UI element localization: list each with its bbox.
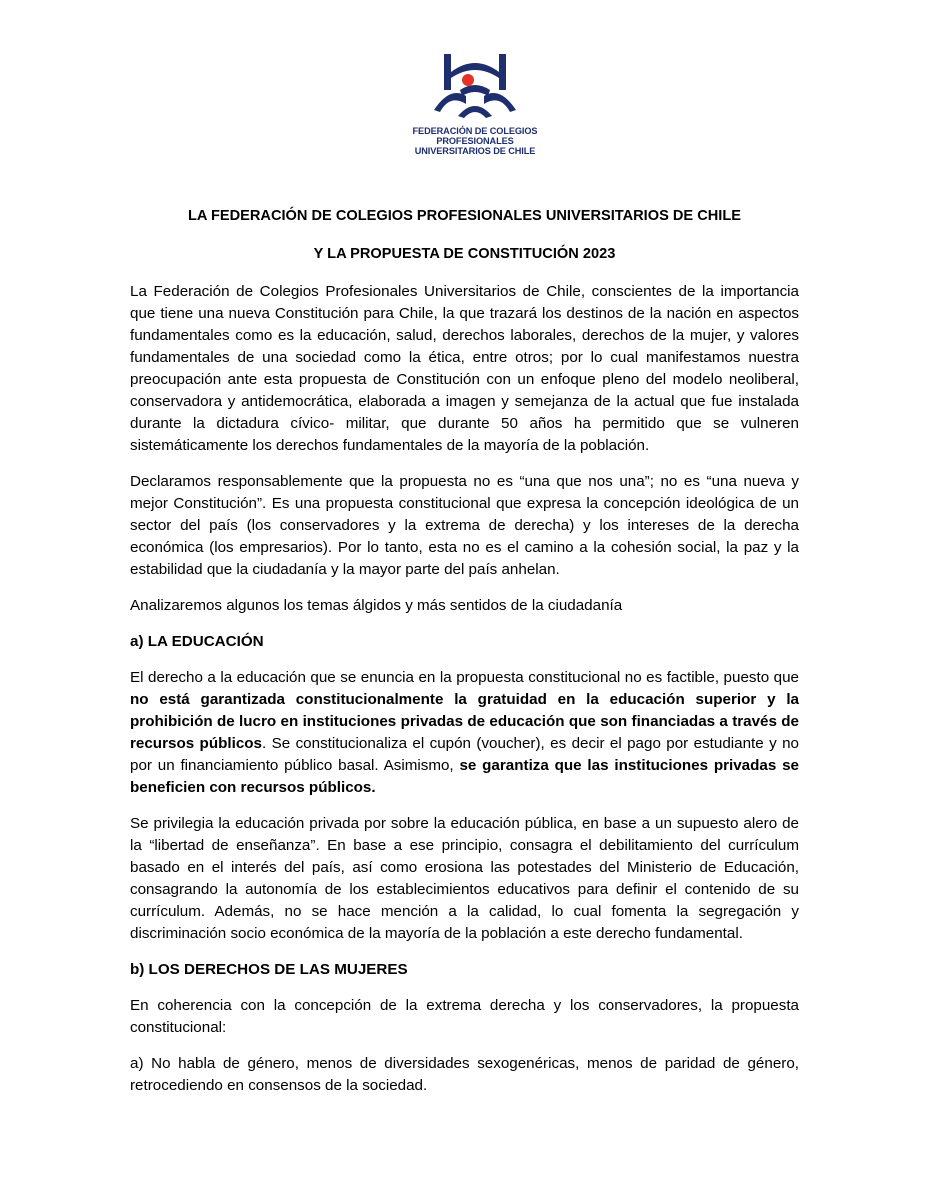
education-heading: a) LA EDUCACIÓN [130, 633, 264, 650]
women-paragraph-2: a) No habla de género, menos de diversidades sexogenéricas, menos de paridad de género, retrocediendo en consensos de la sociedad. [130, 1055, 799, 1094]
document-body [130, 205, 799, 1111]
women-paragraph-1: En coherencia con la concepción de la extrema derecha y los conservadores, la propuesta constitucional: [130, 997, 799, 1036]
document-title-line1: LA FEDERACIÓN DE COLEGIOS PROFESIONALES UNIVERSITARIOS DE CHILE [188, 208, 741, 224]
education-p1-bold1: no está garantizada constitucionalmente la gratuidad en la educación superior y la prohibición de lucro en instituciones privadas de educación que son financiadas a través de recursos públicos [130, 691, 799, 752]
intro-paragraph: La Federación de Colegios Profesionales Universitarios de Chile, conscientes de la importancia que tiene una nueva Constitución para Chile, la que trazará los destinos de la nación en aspectos fundamentales como es la educación, salud, derechos laborales, derechos de la mujer, y valores fundamentales de una sociedad como la ética, entre otros; por lo cual manifestamos nuestra preocupación ante esta propuesta de Constitución con un enfoque pleno del modelo neoliberal, conservadora y antidemocrática, elaborada a imagen y semejanza de la actual que fue instalada durante la dictadura cívico- militar, que durante 50 años ha permitido que se vulneren sistemáticamente los derechos fundamentales de la mayoría de la población. [130, 283, 799, 454]
analysis-paragraph: Analizaremos algunos los temas álgidos y más sentidos de la ciudadanía [130, 597, 623, 614]
education-paragraph-1 [130, 667, 799, 799]
education-p1-start: El derecho a la educación que se enuncia en la propuesta constitucional no es factible, puesto que [130, 669, 799, 686]
federation-emblem-icon [430, 50, 520, 122]
women-heading: b) LOS DERECHOS DE LAS MUJERES [130, 961, 408, 978]
federation-logo [380, 50, 570, 156]
document-title-line2: Y LA PROPUESTA DE CONSTITUCIÓN 2023 [313, 246, 616, 262]
education-paragraph-2: Se privilegia la educación privada por sobre la educación pública, en base a un supuesto alero de la “libertad de enseñanza”. En base a ese principio, consagra el debilitamiento del currículum basado en el interés del país, así como erosiona las potestades del Ministerio de Educación, consagrando la autonomía de los establecimientos educativos para definir el contenido de su currículum. Además, no se hace mención a la calidad, lo cual fomenta la segregación y discriminación socio económica de la mayoría de la población a este derecho fundamental. [130, 815, 799, 942]
education-p1-bold2: se garantiza que las instituciones privadas se beneficien con recursos públicos. [130, 757, 799, 796]
declaration-paragraph: Declaramos responsablemente que la propuesta no es “una que nos una”; no es “una nueva y mejor Constitución”. Es una propuesta constitucional que expresa la concepción ideológica de un sector del país (los conservadores y la extrema de derecha) y los intereses de la derecha económica (los empresarios). Por lo tanto, esta no es el camino a la cohesión social, la paz y la estabilidad que la ciudadanía y la mayor parte del país anhelan. [130, 473, 799, 578]
education-p1-mid: . Se constitucionaliza el cupón (voucher), es decir el pago por estudiante y no por un financiamiento público basal. Asimismo, [130, 735, 799, 774]
logo-text-line2: UNIVERSITARIOS DE CHILE [414, 146, 536, 156]
logo-text-line1: FEDERACIÓN DE COLEGIOS PROFESIONALES [412, 126, 538, 146]
